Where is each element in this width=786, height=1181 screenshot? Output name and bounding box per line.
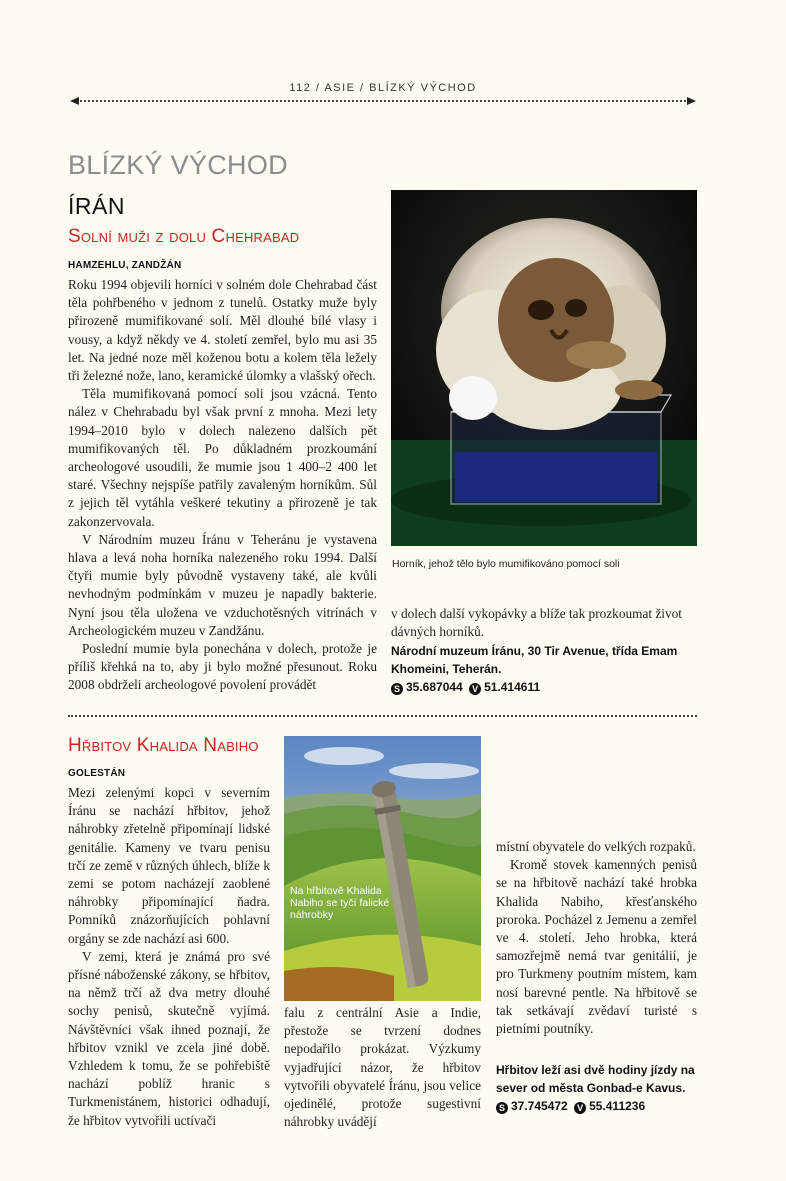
article-location: GOLESTÁN (68, 768, 126, 779)
article-body-col3 (496, 838, 697, 1038)
v-pin-icon: V (469, 683, 481, 695)
address: Národní muzeum Íránu, 30 Tir Avenue, třída Emam Khomeini, Teherán. (391, 644, 678, 676)
country-heading: ÍRÁN (68, 193, 125, 219)
photo-caption: Na hřbitově Khalida Nabiho se tyčí falické náhrobky (290, 885, 390, 921)
paragraph: v dolech další vykopávky a blíže tak prozkoumat život dávných horníků. (391, 606, 682, 640)
running-header: 112 / ASIE / BLÍZKÝ VÝCHOD (289, 82, 477, 94)
v-pin-icon: V (574, 1102, 586, 1114)
article-location: HAMZEHLU, ZANDŽÁN (68, 260, 182, 271)
arrow-right-icon (687, 97, 696, 105)
paragraph: V zemi, která je známá pro své přísné náboženské zákony, se hřbitov, na němž trčí až dva metry dlouhé sochy penisů, skutečně vyjímá. Návštěvníci však ihned poznají, že hřbitov vznikl ve zcela jiné době. Vzhledem k tomu, že se pohřebiště nachází poblíž hranic s Turkmenistánem, historici odhadují, že hřbitov vytvořili uctívači (68, 948, 270, 1128)
article-divider (68, 715, 697, 717)
visitor-info (496, 1061, 697, 1115)
south-pin-icon: S (496, 1102, 508, 1114)
article-body (68, 276, 377, 695)
arrow-left-icon (70, 97, 79, 105)
paragraph: Mezi zelenými kopci v severním Íránu se nachází hřbitov, jehož náhrobky zřetelně připomínají lidské genitálie. Kameny ve tvaru penisu trčí ze země v různých úhlech, blíže k zemi se potom nacházejí zaoblené náhrobky připomínající ňadra. Pomníků znázorňujících pohlavní orgány se zde nachází asi 600. (68, 785, 270, 946)
article-title: Hřbitov Khalida Nabiho (68, 735, 259, 756)
directions: Hřbitov leží asi dvě hodiny jízdy na sever od města Gonbad-e Kavus. (496, 1063, 695, 1095)
section-title: BLÍZKÝ VÝCHOD (68, 150, 288, 180)
south-pin-icon: S (391, 683, 403, 695)
mummy-photo (391, 190, 697, 546)
visitor-info (391, 642, 697, 696)
paragraph: V Národním muzeu Íránu v Teheránu je vystavena hlava a levá noha horníka nalezeného roku 1994. Další čtyři mumie byly původně vystaveny také, ale kvůli nevhodným podmínkám v muzeu je napadly bakterie. Nyní jsou těla uložena ve vzduchotěsných vitrínách v Archeologickém muzeu v Zandžánu. (68, 531, 377, 638)
header-divider (70, 97, 696, 105)
article-body-col2 (284, 1004, 481, 1131)
paragraph: falu z centrální Asie a Indie, přestože se tvrzení dodnes nepodařilo prokázat. Výzkumy vyjadřující názor, že hřbitov vytvořili obyvatelé Íránu, jsou velice ojedinělé, protože sugestivní náhrobky uvádějí (284, 1005, 481, 1130)
paragraph: Těla mumifikovaná pomocí soli jsou vzácná. Tento nález v Chehrabadu byl však první z mnoha. Mezi lety 1994–2010 bylo v dolech nalezeno dalších pět mumifikovaných těl. Po důkladném prozkoumání archeologové usoudili, že mumie jsou 1 400–2 400 let staré. Všechny nejspíše patřily zavaleným horníkům. Sůl z jejich těl vytáhla veškeré tekutiny a přirozeně je tak zakonzervovala. (68, 386, 377, 529)
paragraph: místní obyvatele do velkých rozpaků. (496, 839, 696, 854)
article-body-col1 (68, 784, 270, 1130)
paragraph: Kromě stovek kamenných penisů se na hřbitově nachází také hrobka Khalida Nabiho, křesťanského proroka. Pocházel z Jemenu a zemřel ve 4. století. Jeho hrobka, která samozřejmě nemá tvar genitálií, je pro Turkmeny poutním místem, kam nosí barevné pentle. Na hřbitově se tak setkávají zvědaví turisté s pietními poutníky. (496, 857, 697, 1037)
article-body-continued (391, 605, 697, 641)
cemetery-photo (284, 736, 481, 1001)
paragraph: Roku 1994 objevili horníci v solném dole Chehrabad část těla pohřbeného v jednom z tunelů. Ostatky muže byly přirozeně mumifikované solí. Měl dlouhé bílé vlasy i vousy, a když někdy ve 4. století zemřel, bylo mu asi 35 let. Na jedné noze měl koženou botu a kolem těla ležely tři železné nože, lano, keramické úlomky a vlašský ořech. (68, 277, 377, 384)
paragraph: Poslední mumie byla ponechána v dolech, protože je příliš křehká na to, aby ji bylo možné přesunout. Roku 2008 obdrželi archeologové povolení provádět (68, 641, 377, 693)
article-title: Solní muži z dolu Chehrabad (68, 226, 300, 247)
coordinates: S 37.745472 V 55.411236 (496, 1097, 697, 1115)
coordinates: S 35.687044 V 51.414611 (391, 678, 697, 696)
photo-caption: Horník, jehož tělo bylo mumifikováno pomocí soli (392, 558, 620, 570)
